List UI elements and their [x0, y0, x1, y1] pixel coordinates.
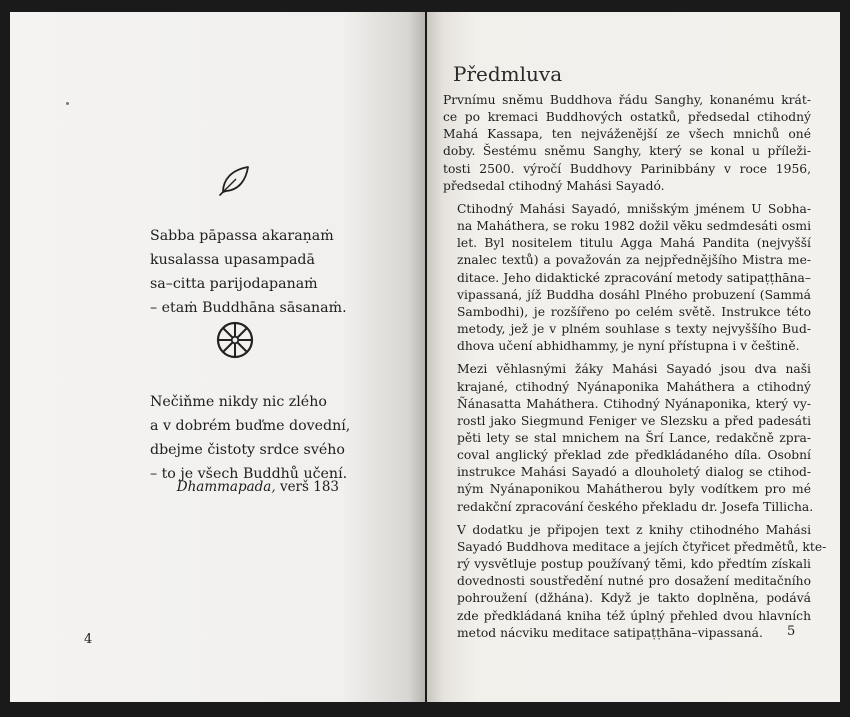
text-line: dhova učení abhidhammy, je nyní přístupna i v češtině. [457, 339, 800, 354]
text-line: pohroužení (džhána). Když je takto doplněna, podává [457, 591, 811, 606]
text-line: krajané, ctihodný Nyánaponika Maháthera a ctihodný [457, 379, 811, 394]
text-line: Mezi věhlasnými žáky Mahási Sayadó jsou dva naši [457, 362, 811, 377]
text-line: ným Nyánaponikou Maháthеrou byly vodítkem pro mé [457, 482, 811, 497]
text-line: Ctihodný Mahási Sayadó, mnišským jménem U Sobha- [457, 201, 811, 216]
text-line: vipassaná, jíž Buddha dosáhl Plného probuzení (Sammá [457, 287, 811, 302]
text-line: instrukce Mahási Sayadó a dlouholetý dialog se ctihod- [457, 465, 811, 480]
foreword-text [443, 92, 827, 648]
text-line: doby. Šestému sněmu Sanghy, který se konal u příleži- [443, 144, 811, 159]
text-line: rý vysvětluje postup používaný těmi, kdo předtím získali [457, 557, 811, 572]
text-line: Prvnímu sněmu Buddhova řádu Sanghy, konanému krát- [443, 93, 811, 107]
paragraph [443, 201, 811, 355]
right-page [427, 12, 840, 702]
open-book [10, 12, 840, 702]
text-line: Sayadó Buddhova meditace a jejích čtyřicet předmětů, kte- [457, 539, 827, 554]
text-line: ditace. Jeho didaktické zpracování metody satipaṭṭhāna– [457, 270, 811, 285]
verse-line: – etaṁ Buddhāna sāsanaṁ. [150, 300, 347, 316]
text-line: zde předkládaná kniha též úplný přehled dvou hlavních [457, 608, 811, 623]
verse-line: sa–citta parijodapanaṁ [150, 276, 318, 292]
verse-line: kusalassa upasampadā [150, 252, 315, 268]
page-number-left: 4 [84, 632, 93, 647]
pali-verse [150, 224, 347, 320]
text-line: metody, jež je v plném souhlase s texty nejvyššího Bud- [457, 322, 811, 337]
verse-source [177, 479, 339, 495]
verse-line: dbejme čistoty srdce svého [150, 442, 345, 458]
verse-line: Nečiňme nikdy nic zlého [150, 394, 327, 410]
text-line: coval anglický překlad zde předkládaného díla. Osobní [457, 448, 811, 463]
page-number-right: 5 [787, 624, 796, 639]
verse-line: Sabba pāpassa akaraṇaṁ [150, 228, 334, 244]
paragraph [443, 361, 814, 515]
verse-line: – to je všech Buddhů učení. [150, 466, 348, 482]
text-line: dovednosti soustředění nutné pro dosažení meditačního [457, 574, 811, 589]
text-line: metod nácviku meditace satipaṭṭhāna–vipassaná. [457, 625, 763, 640]
czech-verse [150, 390, 350, 486]
left-page [10, 12, 425, 702]
source-verse: verš 183 [279, 479, 339, 495]
text-line: V dodatku je připojen text z knihy ctihodného Mahási [457, 522, 811, 537]
page-title: Předmluva [453, 62, 563, 86]
text-line: Sambodhi), je rozšířeno po celém světě. Instrukce této [457, 304, 811, 319]
text-line: předsedal ctihodný Mahási Sayadó. [443, 178, 665, 193]
text-line: rostl jako Siegmund Feniger ve Slezsku a před padesáti [457, 413, 811, 428]
text-line: redakční zpracování českého překladu dr. Josefa Tillicha. [457, 499, 814, 514]
dharma-wheel-icon [215, 320, 255, 360]
paragraph [443, 92, 811, 195]
source-work: Dhammapada, [176, 479, 276, 495]
page-speck [66, 102, 69, 105]
paragraph [443, 522, 827, 642]
text-line: Mahá Kassapa, ten nejváženější ze všech mnichů oné [443, 127, 811, 142]
text-line: znalec textů) a považován za nejpřednějšího Mistra me- [457, 253, 811, 268]
text-line: tosti 2500. výročí Buddhovy Parinibbány v roce 1956, [443, 161, 811, 176]
text-line: let. Byl nositelem titulu Agga Mahá Pandita (nejvyšší [457, 236, 811, 251]
text-line: ce po kremaci Buddhových ostatků, předsedal ctihodný [443, 110, 811, 125]
text-line: pěti lety se stal mnichem na Šrí Lance, redakčně zpra- [457, 430, 811, 445]
verse-line: a v dobrém buďme dovední, [150, 418, 351, 434]
text-line: na Maháthera, se roku 1982 dožil věku sedmdesáti osmi [457, 219, 811, 234]
bodhi-leaf-icon [217, 162, 253, 198]
text-line: Ñánasatta Maháthera. Ctihodný Nyánaponika, který vy- [457, 396, 811, 411]
